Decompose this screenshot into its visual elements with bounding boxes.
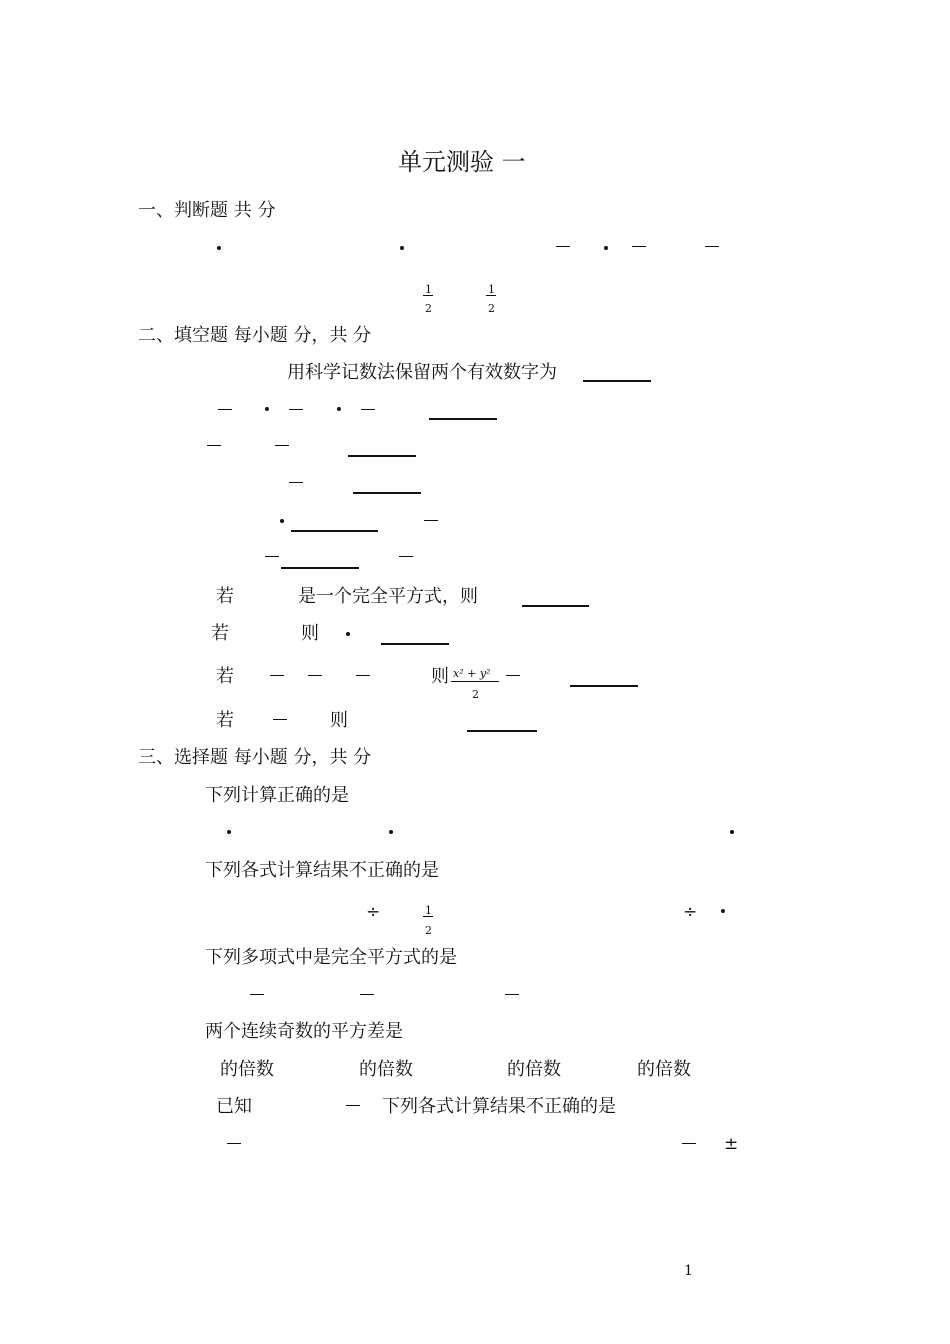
minus-symbol [227, 1143, 241, 1144]
choice-question-5-given: 已知 [216, 1096, 252, 1117]
fraction-bar [423, 916, 433, 917]
minus-symbol [399, 556, 413, 557]
minus-symbol [424, 520, 438, 521]
minus-symbol [361, 409, 375, 410]
choice-question-5: 下列各式计算结果不正确的是 [382, 1096, 616, 1117]
plus-minus-symbol: ± [724, 1134, 739, 1154]
fraction-numerator: 1 [488, 283, 495, 296]
answer-blank[interactable] [281, 567, 359, 569]
minus-symbol [360, 994, 374, 995]
fill-question-ruo-4-text: 则 [330, 710, 348, 731]
minus-symbol [207, 445, 221, 446]
answer-blank[interactable] [467, 730, 537, 732]
section-heading-multiple-choice: 三、选择题 每小题 分，共 分 [138, 747, 372, 768]
minus-symbol [682, 1143, 696, 1144]
dot-symbol [227, 830, 231, 834]
dot-symbol [346, 632, 350, 636]
fill-question-ruo-2-text: 则 [301, 623, 319, 644]
minus-symbol [273, 719, 287, 720]
fraction-bar [423, 295, 433, 296]
section-heading-fill-in: 二、填空题 每小题 分，共 分 [138, 325, 372, 346]
dot-symbol [604, 246, 608, 250]
fill-question-ruo-2: 若 [211, 623, 229, 644]
choice-question-1: 下列计算正确的是 [205, 785, 349, 806]
fraction-bar [486, 295, 496, 296]
divide-symbol: ÷ [366, 902, 381, 922]
answer-blank[interactable] [348, 455, 416, 457]
choice-question-2: 下列各式计算结果不正确的是 [205, 860, 439, 881]
choice-option-b[interactable]: 的倍数 [359, 1059, 413, 1080]
minus-symbol [705, 246, 719, 247]
answer-blank[interactable] [381, 643, 449, 645]
dot-symbol [337, 407, 341, 411]
answer-blank[interactable] [291, 530, 378, 532]
fill-question-ruo-3: 若 [216, 666, 234, 687]
minus-symbol [250, 994, 264, 995]
dot-symbol [389, 830, 393, 834]
fraction-numerator: x² + y² [453, 667, 491, 680]
minus-symbol [218, 409, 232, 410]
dot-symbol [721, 909, 725, 913]
dot-symbol [280, 519, 284, 523]
fraction-denominator: 2 [472, 688, 479, 701]
minus-symbol [289, 409, 303, 410]
minus-symbol [308, 675, 322, 676]
dot-symbol [730, 830, 734, 834]
fraction-denominator: 2 [425, 302, 432, 315]
fill-question-ruo-1: 若 [216, 586, 234, 607]
dot-symbol [265, 407, 269, 411]
answer-blank[interactable] [583, 380, 651, 382]
minus-symbol [505, 994, 519, 995]
minus-symbol [506, 675, 520, 676]
fraction-denominator: 2 [425, 924, 432, 937]
fill-question-ruo-3-text: 则 [431, 666, 449, 687]
answer-blank[interactable] [522, 605, 589, 607]
choice-question-3: 下列多项式中是完全平方式的是 [205, 947, 457, 968]
fraction-numerator: 1 [425, 904, 432, 917]
choice-question-4: 两个连续奇数的平方差是 [205, 1021, 403, 1042]
choice-option-a[interactable]: 的倍数 [220, 1059, 274, 1080]
answer-blank[interactable] [429, 418, 497, 420]
choice-option-c[interactable]: 的倍数 [507, 1059, 561, 1080]
answer-blank[interactable] [353, 492, 421, 494]
page-number: 1 [684, 1263, 693, 1279]
dot-symbol [217, 246, 221, 250]
fill-question-ruo-4: 若 [216, 710, 234, 731]
minus-symbol [632, 246, 646, 247]
fraction-bar [451, 681, 499, 682]
page-title: 单元测验 一 [398, 148, 526, 176]
section-heading-true-false: 一、判断题 共 分 [138, 200, 276, 221]
fill-question-ruo-1-text: 是一个完全平方式，则 [298, 586, 478, 607]
choice-option-d[interactable]: 的倍数 [637, 1059, 691, 1080]
answer-blank[interactable] [570, 685, 638, 687]
minus-symbol [275, 445, 289, 446]
divide-symbol: ÷ [683, 902, 698, 922]
minus-symbol [556, 246, 570, 247]
fraction-denominator: 2 [488, 302, 495, 315]
minus-symbol [289, 482, 303, 483]
fraction-numerator: 1 [425, 283, 432, 296]
minus-symbol [265, 556, 279, 557]
fill-question-1: 用科学记数法保留两个有效数字为 [287, 362, 557, 383]
minus-symbol [270, 675, 284, 676]
minus-symbol [356, 675, 370, 676]
dot-symbol [400, 246, 404, 250]
minus-symbol [346, 1105, 360, 1106]
